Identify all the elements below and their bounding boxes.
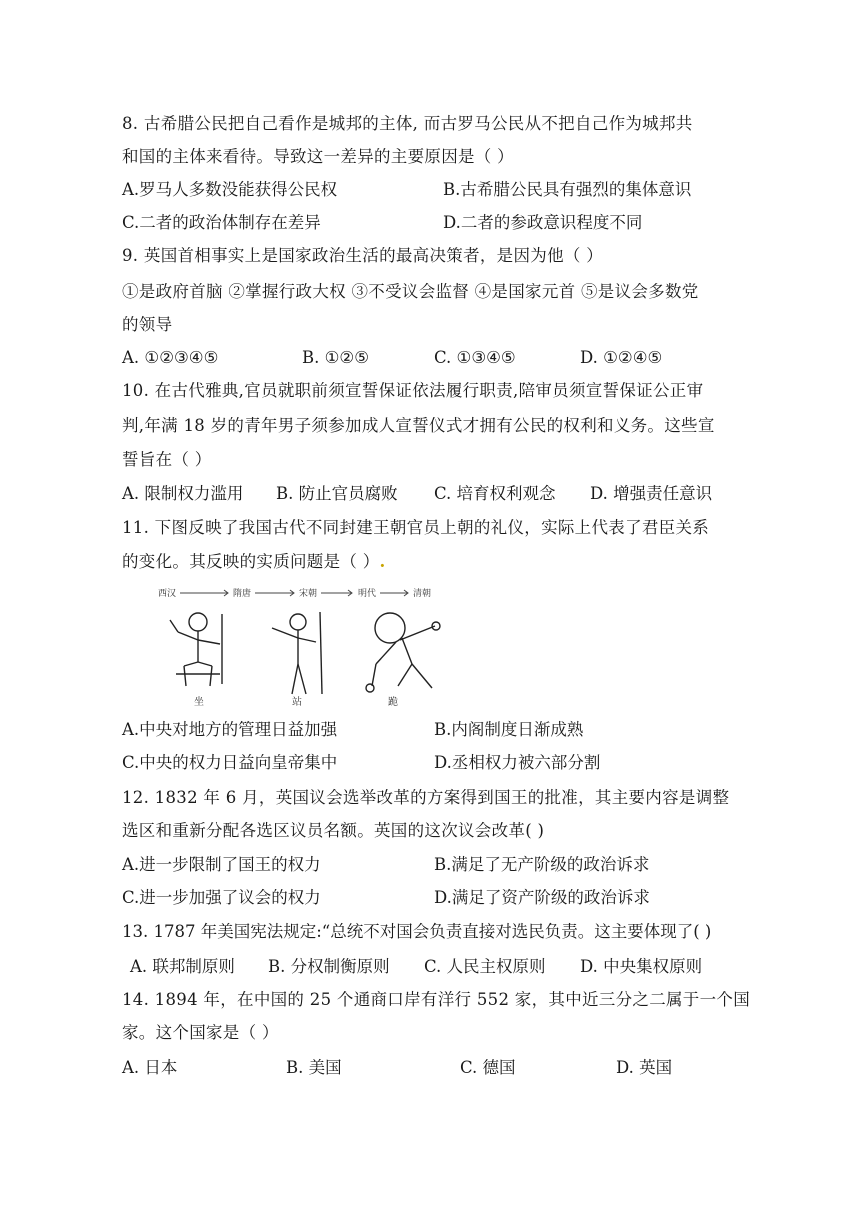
q9-stem-line3: 的领导 <box>122 315 173 334</box>
q9-option-c: C. ①③④⑤ <box>434 348 516 367</box>
q12-option-b: B.满足了无产阶级的政治诉求 <box>434 855 650 874</box>
q10-stem-line1: 10. 在古代雅典,官员就职前须宣誓保证依法履行职责,陪审员须宣誓保证公正审 <box>122 381 704 400</box>
q14-option-c: C. 德国 <box>460 1058 516 1077</box>
dynasty-label-suitang: 隋唐 <box>233 589 252 599</box>
q13-stem-line1: 13. 1787 年美国宪法规定:“总统不对国会负责直接对选民负责。这主要体现了( ) <box>122 922 712 941</box>
q10-option-c: C. 培育权利观念 <box>434 484 556 503</box>
q12-option-d: D.满足了资产阶级的政治诉求 <box>434 888 650 907</box>
dynasty-label-xihan: 西汉 <box>158 589 177 599</box>
q12-stem-line1: 12. 1832 年 6 月，英国议会选举改革的方案得到国王的批准，其主要内容是调整 <box>122 788 730 807</box>
court-etiquette-figure <box>150 584 450 708</box>
pose-label-kneel: 跪 <box>388 697 398 708</box>
q10-option-a: A. 限制权力滥用 <box>122 484 244 503</box>
q9-stem-line1: 9. 英国首相事实上是国家政治生活的最高决策者，是因为他（ ） <box>122 246 604 265</box>
q8-option-b: B.古希腊公民具有强烈的集体意识 <box>443 180 692 199</box>
dynasty-label-ming: 明代 <box>358 589 377 599</box>
q8-option-c: C.二者的政治体制存在差异 <box>122 213 321 232</box>
q10-option-b: B. 防止官员腐败 <box>276 484 398 503</box>
q14-option-a: A. 日本 <box>122 1058 178 1077</box>
q14-stem-line2: 家。这个国家是（ ） <box>122 1023 279 1042</box>
q9-option-d: D. ①②④⑤ <box>580 348 663 367</box>
q10-option-d: D. 增强责任意识 <box>590 484 713 503</box>
kneeling-official-figure <box>366 613 440 692</box>
q12-stem-line2: 选区和重新分配各选区议员名额。英国的这次议会改革( ) <box>122 821 545 840</box>
pose-label-stand: 站 <box>292 697 302 708</box>
q11-stem-line1: 11. 下图反映了我国古代不同封建王朝官员上朝的礼仪，实际上代表了君臣关系 <box>122 518 710 537</box>
q10-stem-line3: 誓旨在（ ） <box>122 450 212 469</box>
q12-option-c: C.进一步加强了议会的权力 <box>122 888 321 907</box>
q8-option-a: A.罗马人多数没能获得公民权 <box>122 180 338 199</box>
dynasty-label-song: 宋朝 <box>299 589 318 599</box>
q8-stem-line1: 8. 古希腊公民把自己看作是城邦的主体, 而古罗马公民从不把自己作为城邦共 <box>122 114 693 133</box>
q11-mark: . <box>379 552 386 571</box>
q14-option-b: B. 美国 <box>286 1058 342 1077</box>
q14-option-d: D. 英国 <box>616 1058 673 1077</box>
q9-stem-line2: ①是政府首脑 ②掌握行政大权 ③不受议会监督 ④是国家元首 ⑤是议会多数党 <box>122 282 699 301</box>
q9-option-a: A. ①②③④⑤ <box>122 348 219 367</box>
q9-option-b: B. ①②⑤ <box>302 348 369 367</box>
q11-stem-text: 的变化。其反映的实质问题是（ ） <box>122 552 380 571</box>
q13-option-d: D. 中央集权原则 <box>580 957 703 976</box>
q11-option-d: D.丞相权力被六部分割 <box>434 753 601 772</box>
q10-stem-line2: 判,年满 18 岁的青年男子须参加成人宣誓仪式才拥有公民的权利和义务。这些宣 <box>122 416 715 435</box>
q13-option-c: C. 人民主权原则 <box>424 957 546 976</box>
seated-official-figure <box>170 613 222 686</box>
q14-stem-line1: 14. 1894 年，在中国的 25 个通商口岸有洋行 552 家，其中近三分之二属于一个国 <box>122 990 750 1009</box>
q11-stem-line2 <box>122 550 386 574</box>
q11-option-b: B.内阁制度日渐成熟 <box>434 720 584 739</box>
q8-stem-line2: 和国的主体来看待。导致这一差异的主要原因是（ ） <box>122 147 514 166</box>
q13-option-b: B. 分权制衡原则 <box>268 957 390 976</box>
court-etiquette-drawing <box>150 584 450 708</box>
dynasty-label-qing: 清朝 <box>413 589 432 599</box>
q8-option-d: D.二者的参政意识程度不同 <box>443 213 643 232</box>
q11-option-a: A.中央对地方的管理日益加强 <box>122 720 338 739</box>
q13-option-a: A. 联邦制原则 <box>130 957 235 976</box>
q12-option-a: A.进一步限制了国王的权力 <box>122 855 321 874</box>
q11-option-c: C.中央的权力日益向皇帝集中 <box>122 753 338 772</box>
standing-official-figure <box>272 612 322 694</box>
pose-label-sit: 坐 <box>194 697 204 708</box>
